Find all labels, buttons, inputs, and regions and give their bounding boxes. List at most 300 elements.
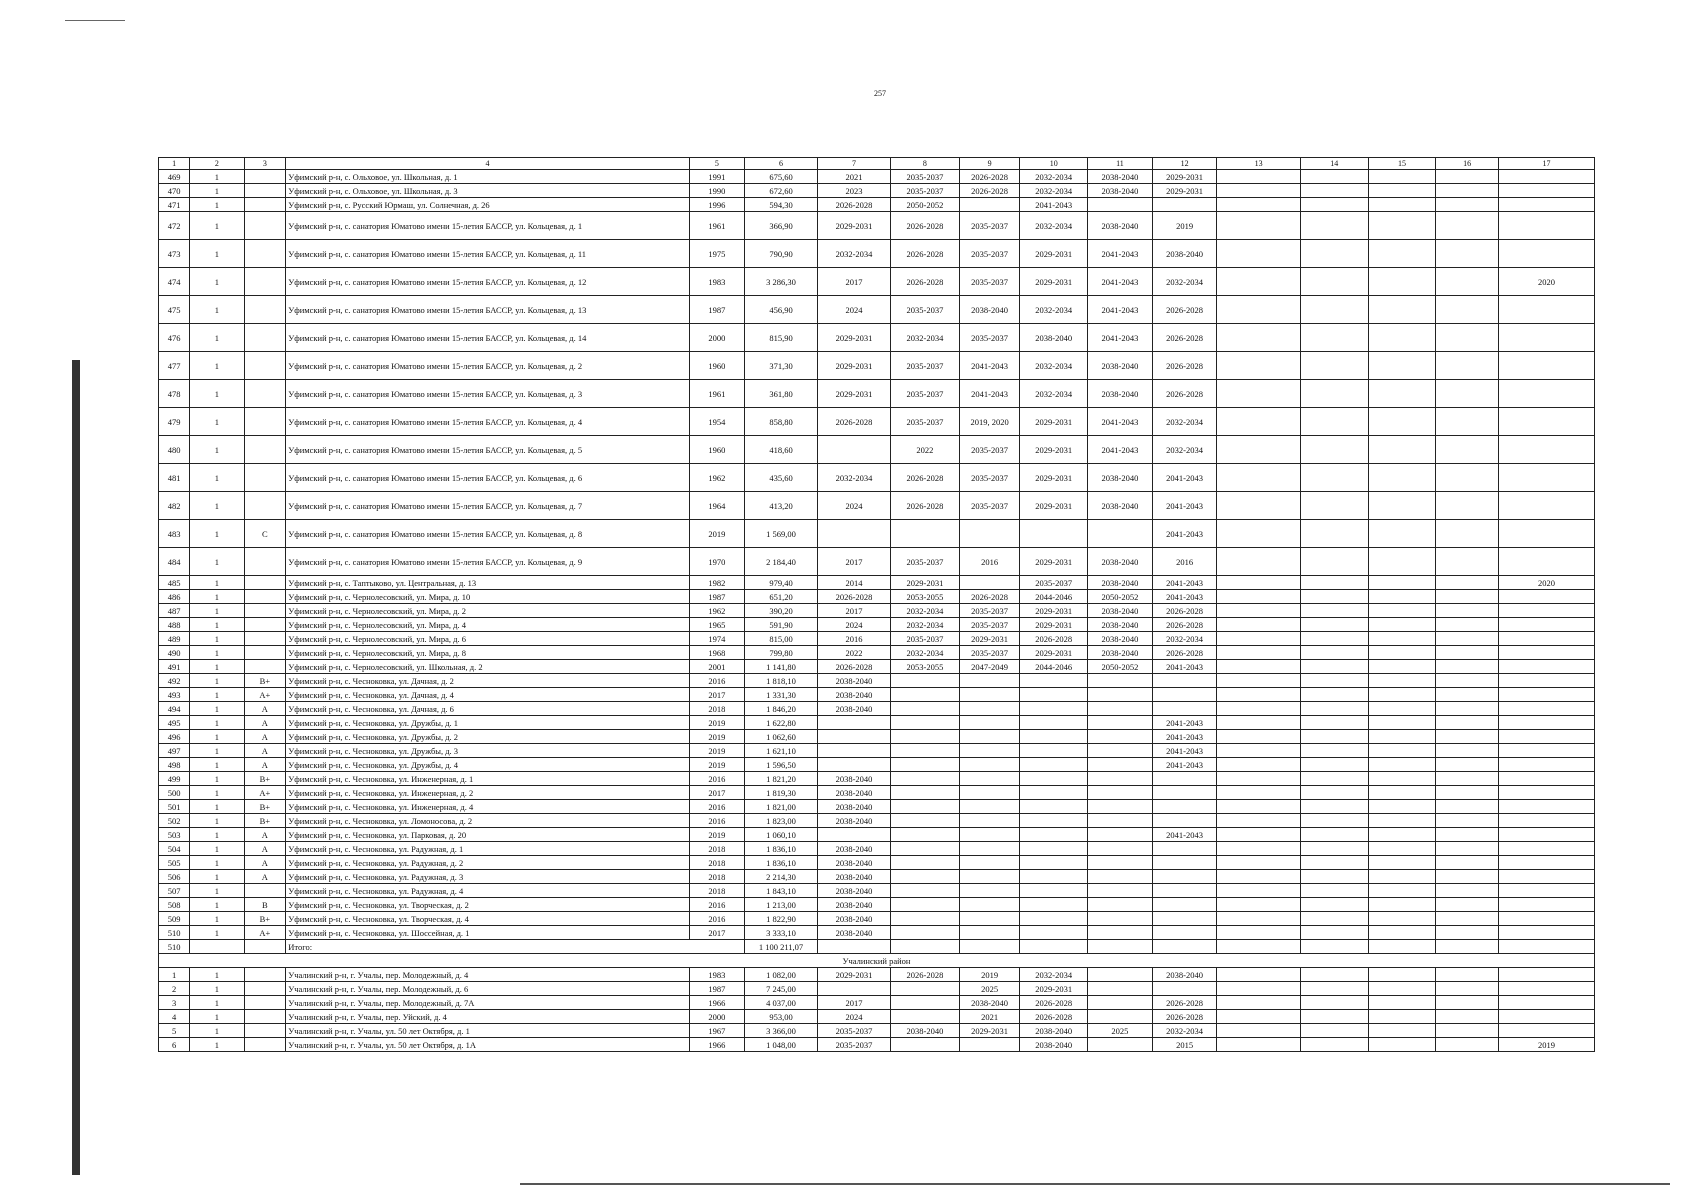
- table-cell: 2038-2040: [1020, 1038, 1088, 1052]
- table-cell: [1020, 786, 1088, 800]
- table-cell: [244, 940, 286, 954]
- table-cell: [244, 968, 286, 982]
- table-cell: [1152, 856, 1217, 870]
- table-cell: 2038-2040: [891, 1024, 960, 1038]
- table-cell: [1368, 1010, 1436, 1024]
- table-cell: 508: [159, 898, 190, 912]
- table-cell: 2038-2040: [1088, 548, 1153, 576]
- table-cell: 2026-2028: [818, 660, 891, 674]
- table-cell: 2038-2040: [1088, 576, 1153, 590]
- table-cell: 1 836,10: [745, 856, 818, 870]
- table-cell: 2: [159, 982, 190, 996]
- table-cell: [1217, 268, 1300, 296]
- table-cell: Уфимский р-н, с. санатория Юматово имени 15-летия БАССР, ул. Кольцевая, д. 4: [286, 408, 690, 436]
- table-cell: [1300, 1010, 1368, 1024]
- table-cell: [1436, 828, 1499, 842]
- table-cell: 1: [190, 436, 244, 464]
- table-cell: 1: [190, 646, 244, 660]
- table-cell: 2041-2043: [1152, 520, 1217, 548]
- table-cell: 2016: [689, 772, 744, 786]
- table-cell: [1436, 674, 1499, 688]
- table-cell: [1368, 240, 1436, 268]
- table-cell: [1217, 926, 1300, 940]
- table-cell: [1498, 324, 1594, 352]
- table-cell: 2035-2037: [891, 408, 960, 436]
- table-cell: 1: [190, 1038, 244, 1052]
- table-cell: [1088, 800, 1153, 814]
- table-cell: [891, 1010, 960, 1024]
- table-cell: [1436, 716, 1499, 730]
- table-cell: Уфимский р-н, с. Чесноковка, ул. Инженерная, д. 4: [286, 800, 690, 814]
- table-cell: [1368, 814, 1436, 828]
- table-row: [159, 408, 1595, 436]
- table-cell: 501: [159, 800, 190, 814]
- table-cell: [1498, 912, 1594, 926]
- table-cell: 2029-2031: [1020, 464, 1088, 492]
- table-cell: 2023: [818, 184, 891, 198]
- table-cell: [1217, 814, 1300, 828]
- table-cell: [1088, 688, 1153, 702]
- table-cell: [959, 520, 1019, 548]
- table-cell: [1300, 814, 1368, 828]
- table-cell: [1217, 898, 1300, 912]
- table-cell: 1 048,00: [745, 1038, 818, 1052]
- table-cell: 1: [190, 240, 244, 268]
- table-cell: 413,20: [745, 492, 818, 520]
- table-row: [159, 730, 1595, 744]
- table-cell: 2038-2040: [1088, 464, 1153, 492]
- table-cell: [1368, 996, 1436, 1010]
- table-cell: Уфимский р-н, с. Чернолесовский, ул. Мира, д. 2: [286, 604, 690, 618]
- column-header: 5: [689, 158, 744, 170]
- table-cell: Уфимский р-н, с. санатория Юматово имени 15-летия БАССР, ул. Кольцевая, д. 11: [286, 240, 690, 268]
- table-cell: 456,90: [745, 296, 818, 324]
- table-cell: 488: [159, 618, 190, 632]
- table-cell: 1987: [689, 982, 744, 996]
- table-cell: 858,80: [745, 408, 818, 436]
- table-cell: [1436, 982, 1499, 996]
- table-cell: [891, 912, 960, 926]
- table-cell: [1498, 856, 1594, 870]
- table-cell: 2019: [689, 758, 744, 772]
- table-cell: [1498, 884, 1594, 898]
- table-cell: 2041-2043: [1152, 828, 1217, 842]
- table-cell: [891, 898, 960, 912]
- table-cell: 1 141,80: [745, 660, 818, 674]
- table-cell: 1: [190, 828, 244, 842]
- table-row: [159, 842, 1595, 856]
- table-cell: 594,30: [745, 198, 818, 212]
- table-cell: [1368, 170, 1436, 184]
- table-cell: 1: [190, 758, 244, 772]
- column-header: 17: [1498, 158, 1594, 170]
- table-cell: [190, 940, 244, 954]
- table-cell: [1436, 968, 1499, 982]
- table-cell: Уфимский р-н, с. санатория Юматово имени 15-летия БАССР, ул. Кольцевая, д. 3: [286, 380, 690, 408]
- table-cell: 1: [190, 926, 244, 940]
- table-cell: B+: [244, 912, 286, 926]
- table-cell: 1: [190, 688, 244, 702]
- table-cell: [1436, 996, 1499, 1010]
- table-cell: A: [244, 758, 286, 772]
- table-cell: 2041-2043: [1152, 660, 1217, 674]
- table-cell: [1368, 198, 1436, 212]
- table-cell: 1987: [689, 590, 744, 604]
- table-row: [159, 716, 1595, 730]
- table-cell: [1498, 240, 1594, 268]
- table-cell: 492: [159, 674, 190, 688]
- table-cell: 2038-2040: [1088, 492, 1153, 520]
- table-cell: 2029-2031: [1020, 618, 1088, 632]
- table-cell: 2026-2028: [891, 240, 960, 268]
- table-cell: 1966: [689, 1038, 744, 1052]
- table-cell: 2038-2040: [1088, 352, 1153, 380]
- table-cell: 2029-2031: [818, 324, 891, 352]
- table-cell: [1300, 170, 1368, 184]
- table-cell: 2029-2031: [1020, 492, 1088, 520]
- table-cell: 2025: [959, 982, 1019, 996]
- table-cell: [1217, 884, 1300, 898]
- table-cell: 2016: [689, 912, 744, 926]
- table-cell: [1152, 786, 1217, 800]
- table-cell: [1217, 1024, 1300, 1038]
- table-cell: 2032-2034: [818, 464, 891, 492]
- column-header: 6: [745, 158, 818, 170]
- table-cell: 2041-2043: [1152, 492, 1217, 520]
- table-cell: [1300, 842, 1368, 856]
- table-cell: 2029-2031: [1152, 170, 1217, 184]
- table-cell: [1088, 996, 1153, 1010]
- table-cell: A: [244, 870, 286, 884]
- table-cell: [1152, 982, 1217, 996]
- table-cell: [1368, 604, 1436, 618]
- table-cell: [1436, 170, 1499, 184]
- table-cell: [1217, 800, 1300, 814]
- table-cell: 2035-2037: [959, 618, 1019, 632]
- table-cell: 1 846,20: [745, 702, 818, 716]
- table-cell: A: [244, 730, 286, 744]
- table-cell: [1300, 926, 1368, 940]
- table-cell: [244, 604, 286, 618]
- table-cell: [1217, 856, 1300, 870]
- table-cell: 2029-2031: [1020, 604, 1088, 618]
- table-cell: 2035-2037: [959, 492, 1019, 520]
- table-cell: 2041-2043: [1152, 590, 1217, 604]
- table-cell: 1991: [689, 170, 744, 184]
- table-cell: 672,60: [745, 184, 818, 198]
- table-cell: [1436, 184, 1499, 198]
- table-cell: 790,90: [745, 240, 818, 268]
- table-cell: [891, 744, 960, 758]
- table-cell: 2018: [689, 856, 744, 870]
- table-cell: [1436, 492, 1499, 520]
- table-cell: 1 622,80: [745, 716, 818, 730]
- table-cell: 979,40: [745, 576, 818, 590]
- table-cell: 475: [159, 296, 190, 324]
- table-cell: 1: [190, 464, 244, 492]
- table-cell: 1: [190, 982, 244, 996]
- table-cell: Уфимский р-н, с. санатория Юматово имени 15-летия БАССР, ул. Кольцевая, д. 2: [286, 352, 690, 380]
- table-cell: Уфимский р-н, с. санатория Юматово имени 15-летия БАССР, ул. Кольцевая, д. 1: [286, 212, 690, 240]
- table-row: [159, 814, 1595, 828]
- table-cell: [959, 758, 1019, 772]
- table-cell: [1300, 786, 1368, 800]
- table-cell: [1368, 828, 1436, 842]
- table-cell: Уфимский р-н, с. Чесноковка, ул. Радужная, д. 4: [286, 884, 690, 898]
- table-cell: [1300, 870, 1368, 884]
- table-cell: 1 823,00: [745, 814, 818, 828]
- table-cell: 1990: [689, 184, 744, 198]
- table-cell: [959, 898, 1019, 912]
- table-cell: 371,30: [745, 352, 818, 380]
- table-cell: 2019: [689, 828, 744, 842]
- table-cell: 1: [190, 674, 244, 688]
- table-cell: [1498, 184, 1594, 198]
- table-cell: [244, 646, 286, 660]
- table-cell: [1498, 436, 1594, 464]
- table-cell: 2032-2034: [818, 240, 891, 268]
- table-cell: 2029-2031: [959, 1024, 1019, 1038]
- table-cell: [1436, 604, 1499, 618]
- table-row: [159, 492, 1595, 520]
- table-cell: 2032-2034: [1020, 212, 1088, 240]
- table-cell: [959, 884, 1019, 898]
- table-cell: 2041-2043: [959, 380, 1019, 408]
- table-cell: [1498, 380, 1594, 408]
- table-cell: [1368, 772, 1436, 786]
- table-cell: 2032-2034: [1152, 1024, 1217, 1038]
- table-cell: 504: [159, 842, 190, 856]
- table-cell: [1368, 184, 1436, 198]
- table-cell: [1436, 660, 1499, 674]
- table-cell: [1152, 800, 1217, 814]
- table-cell: 2038-2040: [818, 842, 891, 856]
- table-cell: [1020, 898, 1088, 912]
- table-cell: 2032-2034: [1020, 352, 1088, 380]
- table-row: [159, 660, 1595, 674]
- table-cell: 1961: [689, 212, 744, 240]
- table-cell: 651,20: [745, 590, 818, 604]
- table-cell: 3 286,30: [745, 268, 818, 296]
- table-cell: 491: [159, 660, 190, 674]
- table-cell: Уфимский р-н, с. санатория Юматово имени 15-летия БАССР, ул. Кольцевая, д. 5: [286, 436, 690, 464]
- table-cell: 2016: [818, 632, 891, 646]
- table-cell: 2032-2034: [891, 324, 960, 352]
- table-cell: 2029-2031: [1020, 436, 1088, 464]
- table-cell: 2038-2040: [959, 996, 1019, 1010]
- table-row: [159, 786, 1595, 800]
- table-cell: [1020, 702, 1088, 716]
- table-cell: [959, 198, 1019, 212]
- table-cell: 2038-2040: [818, 912, 891, 926]
- table-cell: 510: [159, 940, 190, 954]
- column-header: 10: [1020, 158, 1088, 170]
- table-cell: 1960: [689, 352, 744, 380]
- table-cell: A: [244, 716, 286, 730]
- table-cell: 1: [190, 1010, 244, 1024]
- table-cell: [1368, 744, 1436, 758]
- table-cell: [959, 842, 1019, 856]
- table-cell: [1436, 590, 1499, 604]
- table-cell: 2035-2037: [1020, 576, 1088, 590]
- table-cell: 489: [159, 632, 190, 646]
- table-cell: 2038-2040: [818, 856, 891, 870]
- table-cell: 1: [190, 730, 244, 744]
- table-row: [159, 674, 1595, 688]
- table-cell: [959, 702, 1019, 716]
- table-cell: 2038-2040: [1020, 324, 1088, 352]
- table-cell: 2026-2028: [891, 492, 960, 520]
- table-cell: 2035-2037: [959, 464, 1019, 492]
- table-cell: 2035-2037: [959, 324, 1019, 352]
- table-cell: 2035-2037: [891, 632, 960, 646]
- table-cell: [1300, 324, 1368, 352]
- table-cell: 3: [159, 996, 190, 1010]
- table-cell: 2021: [818, 170, 891, 184]
- table-cell: [244, 548, 286, 576]
- table-cell: [1498, 828, 1594, 842]
- table-cell: [1217, 184, 1300, 198]
- table-cell: [1498, 548, 1594, 576]
- table-cell: 1983: [689, 268, 744, 296]
- table-cell: 2016: [689, 800, 744, 814]
- table-cell: 473: [159, 240, 190, 268]
- table-cell: 2017: [818, 996, 891, 1010]
- table-cell: [1088, 786, 1153, 800]
- table-cell: [1088, 940, 1153, 954]
- table-cell: 2041-2043: [1088, 324, 1153, 352]
- table-cell: [1300, 898, 1368, 912]
- table-cell: [1152, 842, 1217, 856]
- table-row: [159, 198, 1595, 212]
- table-cell: A: [244, 842, 286, 856]
- table-cell: Уфимский р-н, с. Чесноковка, ул. Радужная, д. 2: [286, 856, 690, 870]
- table-cell: [959, 1038, 1019, 1052]
- table-cell: [959, 800, 1019, 814]
- column-header: 13: [1217, 158, 1300, 170]
- table-cell: [891, 870, 960, 884]
- table-cell: [1217, 632, 1300, 646]
- table-cell: 484: [159, 548, 190, 576]
- table-cell: 2038-2040: [1152, 240, 1217, 268]
- table-cell: 418,60: [745, 436, 818, 464]
- table-cell: [1300, 674, 1368, 688]
- table-cell: 2029-2031: [818, 212, 891, 240]
- table-cell: [1498, 940, 1594, 954]
- table-cell: 2026-2028: [818, 198, 891, 212]
- table-cell: [1088, 898, 1153, 912]
- table-cell: 1 062,60: [745, 730, 818, 744]
- table-cell: Уфимский р-н, с. Чесноковка, ул. Дачная, д. 4: [286, 688, 690, 702]
- table-cell: [818, 758, 891, 772]
- table-cell: [1020, 926, 1088, 940]
- table-cell: [1088, 674, 1153, 688]
- table-cell: [1368, 380, 1436, 408]
- table-cell: 1965: [689, 618, 744, 632]
- table-cell: 2041-2043: [1088, 268, 1153, 296]
- table-cell: [1498, 408, 1594, 436]
- table-cell: 2026-2028: [891, 268, 960, 296]
- table-cell: Уфимский р-н, с. Чесноковка, ул. Дружбы, д. 4: [286, 758, 690, 772]
- table-cell: [1498, 646, 1594, 660]
- table-cell: [1217, 674, 1300, 688]
- table-cell: [1217, 758, 1300, 772]
- table-cell: [1368, 674, 1436, 688]
- table-cell: 435,60: [745, 464, 818, 492]
- table-cell: 490: [159, 646, 190, 660]
- table-cell: 2035-2037: [959, 212, 1019, 240]
- table-cell: 1: [190, 856, 244, 870]
- table-cell: 2032-2034: [891, 618, 960, 632]
- table-cell: 506: [159, 870, 190, 884]
- table-cell: [959, 674, 1019, 688]
- table-cell: [1368, 786, 1436, 800]
- table-cell: 502: [159, 814, 190, 828]
- table-cell: 2026-2028: [959, 170, 1019, 184]
- table-cell: 1: [190, 1024, 244, 1038]
- table-cell: [1436, 296, 1499, 324]
- table-cell: [1436, 870, 1499, 884]
- table-cell: 2026-2028: [818, 590, 891, 604]
- table-row: [159, 772, 1595, 786]
- table-cell: [1498, 632, 1594, 646]
- table-cell: 1: [190, 408, 244, 436]
- table-cell: [1088, 856, 1153, 870]
- table-cell: [1300, 688, 1368, 702]
- table-cell: 1: [190, 212, 244, 240]
- table-row: [159, 324, 1595, 352]
- table-cell: [1020, 520, 1088, 548]
- table-cell: [1300, 856, 1368, 870]
- table-cell: 2038-2040: [818, 786, 891, 800]
- table-cell: [891, 730, 960, 744]
- table-cell: [1368, 212, 1436, 240]
- column-header: 4: [286, 158, 690, 170]
- table-cell: [1152, 926, 1217, 940]
- table-cell: 1 821,20: [745, 772, 818, 786]
- column-header: 3: [244, 158, 286, 170]
- table-cell: [1498, 744, 1594, 758]
- table-cell: [244, 996, 286, 1010]
- table-cell: [1300, 520, 1368, 548]
- table-cell: 1982: [689, 576, 744, 590]
- table-cell: [1498, 996, 1594, 1010]
- table-cell: [1436, 786, 1499, 800]
- table-cell: Уфимский р-н, с. Чернолесовский, ул. Мира, д. 6: [286, 632, 690, 646]
- table-row: [159, 576, 1595, 590]
- table-cell: 1: [190, 380, 244, 408]
- table-cell: 2018: [689, 884, 744, 898]
- table-cell: 2026-2028: [1152, 1010, 1217, 1024]
- table-cell: 2001: [689, 660, 744, 674]
- section-row: [159, 954, 1595, 968]
- table-cell: [891, 772, 960, 786]
- table-cell: 2035-2037: [959, 240, 1019, 268]
- table-cell: [1088, 912, 1153, 926]
- table-cell: [1217, 198, 1300, 212]
- table-cell: 1: [190, 996, 244, 1010]
- table-cell: [1368, 324, 1436, 352]
- table-cell: [1088, 842, 1153, 856]
- table-cell: 2026-2028: [818, 408, 891, 436]
- table-cell: [1498, 520, 1594, 548]
- table-cell: [1436, 688, 1499, 702]
- table-cell: [1368, 842, 1436, 856]
- table-cell: 477: [159, 352, 190, 380]
- table-cell: [1300, 702, 1368, 716]
- column-header: 11: [1088, 158, 1153, 170]
- table-cell: [1217, 590, 1300, 604]
